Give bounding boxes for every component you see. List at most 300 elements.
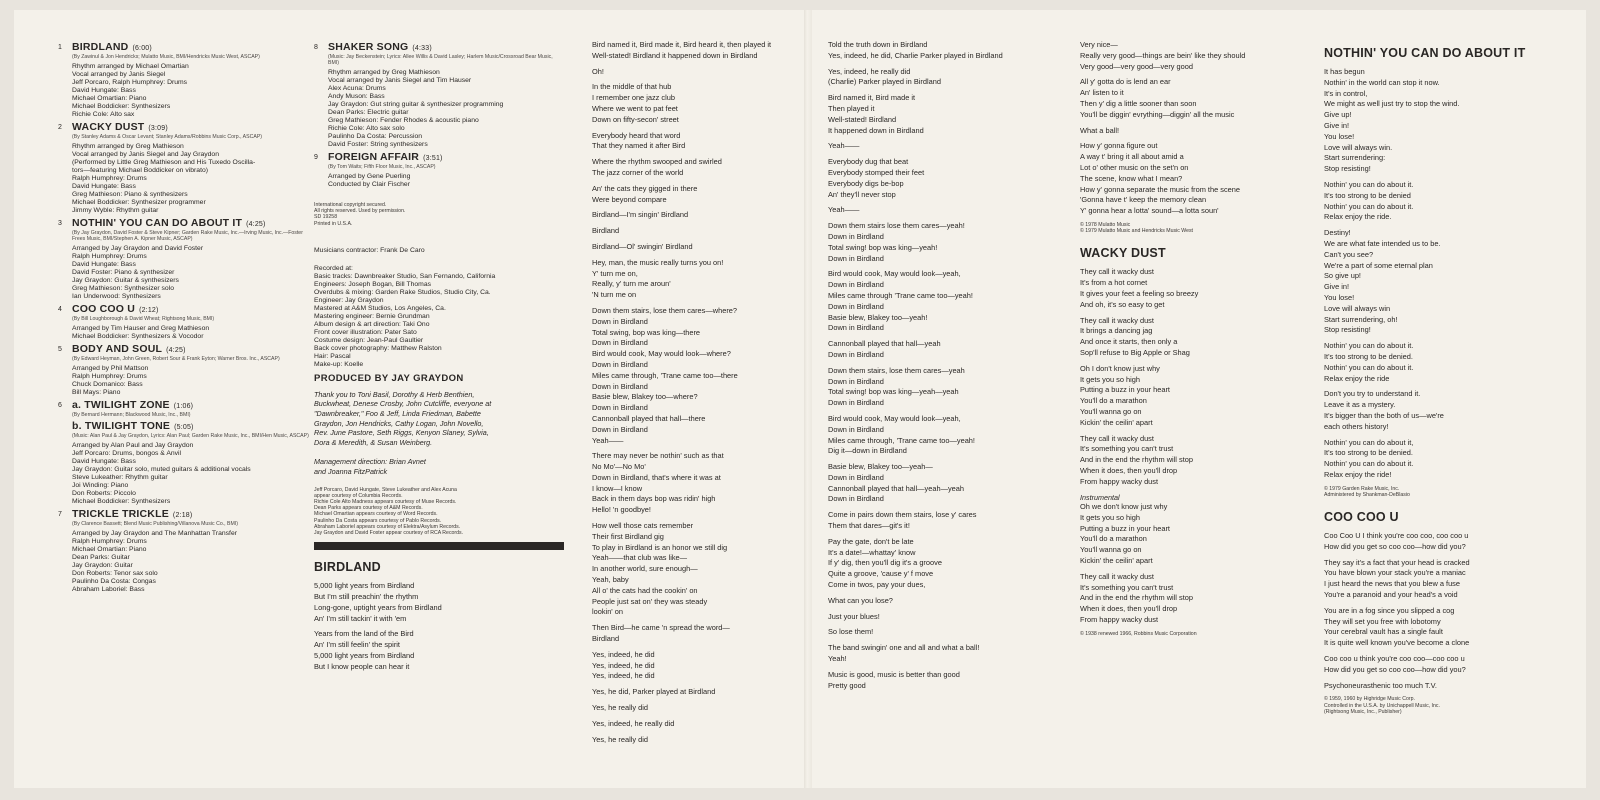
lyric-line: Down in Birdland [828, 231, 884, 241]
lyric-line: (Charlie) Parker played in Birdland [828, 77, 941, 87]
track-title-text: b. TWILIGHT TONE [72, 420, 171, 432]
lyric-line: Down in Birdland [828, 253, 884, 263]
lyric-stanza [592, 131, 807, 153]
track-title [72, 421, 310, 433]
lyric-line: Then y' dig a little sooner than soon [1080, 98, 1197, 108]
lyric-stanza [314, 581, 564, 624]
liner-notes-spread [14, 10, 1586, 788]
lyric-stanza [828, 141, 1066, 152]
track-time: (5:05) [174, 424, 194, 431]
lyric-stanza [592, 67, 807, 78]
lyric-line: Down in Birdland [828, 376, 884, 386]
nothin-heading: NOTHIN' YOU CAN DO ABOUT IT [1324, 46, 1526, 60]
recording-line: Recorded at: [314, 264, 353, 272]
divider-bar [314, 542, 564, 550]
track-number: 4 [58, 306, 62, 313]
track-time: (4:25) [246, 221, 266, 228]
credit-line: Arranged by Jay Graydon and David Foster [72, 245, 204, 252]
track-title [72, 42, 310, 54]
lyric-line: Give in! [1324, 282, 1350, 292]
track-title-text: COO COO U [72, 303, 136, 315]
lyric-line: Very nice— [1080, 40, 1118, 49]
copyright-line: © 1979 Garden Rake Music, Inc. [1324, 485, 1400, 492]
lyric-line: A way t' bring it all about amid a [1080, 152, 1184, 162]
recording-line: Engineers: Joseph Bogan, Bill Thomas [314, 280, 432, 288]
credit-line: Michael Boddicker: Synthesizers [72, 103, 171, 110]
copyright-line: Administered by Shankman-DeBlasio [1324, 491, 1410, 498]
lyric-line: Your cerebral vault has a single fault [1324, 627, 1443, 637]
lyric-line: each others history! [1324, 421, 1389, 431]
birdland-copyright [1080, 222, 1312, 234]
lyric-stanza [828, 366, 1066, 409]
lyric-line: Down in Birdland [828, 301, 884, 311]
lyric-line: Love will always win. [1324, 142, 1393, 152]
lyric-line: That they named it after Bird [592, 141, 686, 151]
lyric-line: We're a part of some eternal plan [1324, 260, 1433, 270]
birdland-lyrics-cont [592, 40, 807, 750]
lyric-line: How y' gonna separate the music from the scene [1080, 184, 1240, 194]
birdland-lyrics-start [314, 581, 564, 672]
label-courtesy [314, 487, 564, 537]
courtesy-line: Jay Graydon and David Foster appear courtesy of RCA Records. [314, 529, 464, 536]
lyric-line: Give in! [1324, 120, 1350, 130]
lyric-line: 5,000 light years from Birdland [314, 581, 415, 591]
lyric-line: Oh! [592, 66, 604, 76]
credit-line: Ralph Humphrey: Drums [72, 373, 147, 380]
lyric-line: Nothin' you can do about it, [1324, 437, 1414, 447]
lyric-line: Everybody digs be-bop [828, 178, 904, 188]
lyric-line: Were beyond compare [592, 194, 667, 204]
lyric-line: But I'm still preachin' the rhythm [314, 591, 419, 601]
lyric-line: It's something you can't trust [1080, 582, 1174, 592]
lyric-stanza [592, 703, 807, 714]
lyric-line: Come in twos, pay your dues, [828, 580, 926, 590]
lyric-stanza [592, 735, 807, 746]
lyric-line: Relax enjoy the ride! [1324, 469, 1392, 479]
lyric-line: Leave it as a mystery. [1324, 400, 1396, 410]
copyright-line: © 1978 Mulatto Music [1080, 221, 1131, 228]
credit-line: Conducted by Clair Fischer [328, 181, 410, 188]
lyric-stanza [592, 226, 807, 237]
coo-coo-u-copyright [1324, 696, 1564, 715]
lyric-stanza [592, 650, 807, 682]
track-rights: (By Bill Loughborough & David Wheat; Rightsong Music, BMI) [72, 316, 215, 322]
lyric-line: When it does, then you'll drop [1080, 465, 1178, 475]
thanks-line: Buckwheat, Denese Crosby, John Cutcliffe, everyone at [314, 399, 492, 409]
credit-line: Paulinho Da Costa: Percussion [328, 133, 423, 140]
lyric-stanza [828, 67, 1066, 89]
track-title-text: BODY AND SOUL [72, 343, 163, 355]
lyric-line: They call it wacky dust [1080, 433, 1154, 443]
credit-line: Arranged by Phil Mattson [72, 365, 149, 372]
lyric-stanza [828, 269, 1066, 334]
track-rights: (By Clarence Bassett; Blend Music Publishing/Villanova Music Co., BMI) [72, 521, 238, 527]
track-credit [314, 152, 564, 189]
legal-line: All rights reserved. Used by permission. [314, 208, 406, 215]
credit-line: Richie Cole: Alto sax [72, 111, 135, 118]
lyric-stanza [1080, 126, 1312, 137]
track-number: 9 [314, 154, 318, 161]
lyric-stanza [828, 627, 1066, 638]
lyric-line: It has begun [1324, 67, 1365, 76]
legal-line: International copyright secured. [314, 202, 387, 208]
track-credit [58, 509, 310, 594]
lyric-line: Down in Birdland [592, 424, 648, 434]
lyric-line: Years from the land of the Bird [314, 629, 414, 639]
lyric-line: An' listen to it [1080, 88, 1124, 98]
track-rights: (By Stanley Adams & Oscar Levant; Stanley Adams/Robbins Music Corp., ASCAP) [72, 134, 263, 140]
lyric-line: Yeah—— [592, 435, 624, 445]
lyric-line: 'N turn me on [592, 290, 637, 300]
lyric-line: Relax enjoy the ride [1324, 373, 1390, 383]
lyric-line: Nothin' you can do about it. [1324, 341, 1414, 351]
lyric-line: It happened down in Birdland [828, 125, 924, 135]
lyric-stanza [1324, 180, 1564, 223]
credit-line: Don Roberts: Tenor sax solo [72, 570, 158, 577]
track-number: 1 [58, 44, 62, 51]
thanks-line: Rev. June Pastore, Seth Riggs, Kenyon Slaney, Sylvia, [314, 428, 489, 438]
lyric-line: Everybody heard that word [592, 130, 681, 140]
lyric-line: But I know people can hear it [314, 661, 410, 671]
lyric-line: You lose! [1324, 292, 1355, 302]
lyric-line: Oh we don't know just why [1080, 502, 1168, 512]
courtesy-line: Michael Omartian appears courtesy of Word Records. [314, 511, 438, 518]
track-number: 6 [58, 402, 62, 409]
lyric-stanza [828, 537, 1066, 591]
lyric-line: They call it wacky dust [1080, 315, 1154, 325]
lyric-line: Miles came through, 'Trane came too—there [592, 370, 738, 380]
credit-line: (Performed by Little Greg Mathieson and His Tuxedo Oscilla- [72, 159, 256, 166]
lyric-stanza [314, 629, 564, 672]
lyric-line: Basie blew, Blakey too—yeah! [828, 312, 928, 322]
production-credits-column [314, 42, 564, 678]
track-title [72, 344, 310, 356]
credit-line: Jay Graydon: Gut string guitar & synthesizer programming [328, 101, 504, 108]
lyric-line: Relax enjoy the ride. [1324, 212, 1392, 222]
lyric-line: Down in Birdland [828, 494, 884, 504]
lyric-line: Pretty good [828, 680, 866, 690]
legal-line: SD 19258 [314, 214, 338, 221]
track-rights: (By Tom Waits; Fifth Floor Music, Inc., ASCAP) [328, 164, 436, 170]
credit-line: Greg Mathieson: Piano & synthesizers [72, 191, 188, 198]
lyric-line: Destiny! [1324, 228, 1351, 238]
lyric-line: You are in a fog since you slipped a cog [1324, 605, 1455, 615]
wacky-dust-copyright: © 1938 renewed 1966, Robbins Music Corporation [1080, 630, 1197, 637]
lyric-stanza [592, 451, 807, 516]
track-credit [58, 42, 310, 119]
credit-line: David Foster: String synthesizers [328, 141, 428, 148]
lyric-line: It's something you can't trust [1080, 444, 1174, 454]
lyric-line: So lose them! [828, 627, 874, 637]
lyric-line: Birdland—Ol' swingin' Birdland [592, 241, 693, 251]
lyric-line: Then Bird—he came 'n spread the word— [592, 623, 730, 633]
track-credit [58, 400, 310, 418]
lyric-stanza [828, 205, 1066, 216]
lyric-line: The scene, know what I mean? [1080, 173, 1183, 183]
lyric-line: I just heard the news that you blew a fuse [1324, 579, 1460, 589]
lyric-line: It's a date!—whattay' know [828, 547, 916, 557]
track-number: 5 [58, 346, 62, 353]
track-title [72, 400, 310, 412]
recording-line: Mastered at A&M Studios, Los Angeles, Ca. [314, 304, 446, 312]
lyric-line: Start surrendering: [1324, 153, 1386, 163]
track-number: 8 [314, 44, 318, 51]
track-time: (2:18) [172, 512, 193, 519]
lyric-stanza [1080, 141, 1312, 217]
lyric-line: Then played it [828, 103, 875, 113]
lyric-line: No Mo'—No Mo' [592, 462, 646, 472]
lyric-line: What a ball! [1080, 125, 1120, 135]
credit-line: Ian Underwood: Synthesizers [72, 293, 161, 300]
track-title-text: a. TWILIGHT ZONE [72, 399, 170, 411]
credit-line: Alex Acuna: Drums [328, 85, 386, 92]
lyric-line: It's bigger than the both of us—we're [1324, 410, 1444, 420]
birdland-lyrics-end [828, 40, 1066, 696]
thanks-line: "Dawnbreaker," Foo & Jeff, Linda Friedman, Babette [314, 409, 481, 418]
credit-line: David Hungate: Bass [72, 183, 136, 190]
recording-line: Hair: Pascal [314, 352, 351, 360]
recording-line: Make-up: Koelle [314, 360, 364, 368]
lyric-line: Coo Coo U I think you're coo coo, coo coo u [1324, 531, 1469, 541]
lyric-stanza [1080, 572, 1312, 626]
legal-notice [314, 202, 564, 227]
track-credit [58, 421, 310, 506]
credit-line: Jay Graydon: Guitar & synthesizers [72, 277, 179, 284]
lyric-line: Coo coo u think you're coo coo—coo coo u [1324, 654, 1465, 664]
credit-line: Ralph Humphrey: Drums [72, 253, 147, 260]
courtesy-line: Abraham Laboriel appears courtesy of Elektra/Asylum Records. [314, 523, 461, 530]
credit-line: David Hungate: Bass [72, 87, 136, 94]
birdland-heading: BIRDLAND [314, 560, 381, 575]
lyric-line: And once it starts, then only a [1080, 337, 1178, 347]
lyric-line: Stop resisting! [1324, 164, 1371, 174]
credit-line: Bill Mays: Piano [72, 389, 121, 396]
lyric-stanza [1324, 606, 1564, 649]
lyric-line: 'Gonna have t' keep the memory clean [1080, 195, 1207, 205]
wacky-dust-heading: WACKY DUST [1080, 246, 1166, 261]
lyric-line: I know—I know [592, 483, 643, 493]
credit-line: Richie Cole: Alto sax solo [328, 125, 405, 132]
lyric-line: Long-gone, uptight years from Birdland [314, 602, 442, 612]
track-title [72, 509, 310, 521]
lyric-line: Down in Birdland [828, 323, 884, 333]
credit-line: Greg Mathieson: Fender Rhodes & acoustic piano [328, 117, 479, 124]
lyric-stanza [592, 258, 807, 301]
lyric-line: The band swingin' one and all and what a ball! [828, 643, 980, 653]
lyric-line: Really very good—things are bein' like they should [1080, 50, 1246, 60]
credit-line: Joi Winding: Piano [72, 482, 129, 489]
credit-line: Ralph Humphrey: Drums [72, 175, 147, 182]
lyric-line: Down in Birdland [592, 316, 648, 326]
lyric-line: Yes, indeed, he did [592, 671, 655, 681]
lyric-line: Down in Birdland, that's where it was at [592, 472, 721, 482]
management-line: Management direction: Brian Avnet [314, 457, 426, 467]
lyric-line: Yes, he really did [592, 703, 649, 713]
lyric-stanza [1080, 316, 1312, 359]
lyric-line: Just your blues! [828, 611, 880, 621]
track-time: (4:33) [412, 45, 432, 52]
recording-credits [314, 265, 564, 369]
lyric-line: In the middle of that hub [592, 82, 672, 92]
lyric-stanza [1324, 531, 1564, 553]
lyric-line: Dig it—down in Birdland [828, 446, 907, 456]
lyric-stanza [828, 339, 1066, 361]
lyric-line: An' the cats they gigged in there [592, 183, 698, 193]
track-time: (3:51) [423, 155, 443, 162]
recording-line: Front cover illustration: Pater Sato [314, 328, 417, 336]
management-line: and Joanna FitzPatrick [314, 466, 388, 476]
lyric-line: lookin' on [592, 607, 623, 617]
track-rights: (Music: Jay Beckenstein; Lyrics: Allee Willis & David Lasley; Harlem Music/Crossroad Bear Music, BMI) [328, 54, 553, 66]
credit-line: Vocal arranged by Janis Siegel and Tim Hauser [328, 77, 472, 84]
credit-line: Dean Parks: Electric guitar [328, 109, 409, 116]
track-rights: (By Bernard Hermann; Blackwood Music, Inc., BMI) [72, 412, 191, 418]
lyric-line: Can't you see? [1324, 249, 1374, 259]
lyric-line: We are what fate intended us to be. [1324, 238, 1441, 248]
lyric-line: How y' gonna figure out [1080, 141, 1158, 151]
lyric-stanza [1080, 77, 1312, 120]
lyric-stanza [1324, 67, 1564, 175]
recording-line: Mastering engineer: Bernie Grundman [314, 312, 430, 320]
lyric-stanza [592, 242, 807, 253]
lyric-line: Yeah——that club was like— [592, 553, 688, 563]
lyric-line: Down them stairs, lose them cares—where? [592, 305, 737, 315]
credit-line: Jeff Porcaro, Ralph Humphrey: Drums [72, 79, 188, 86]
credit-line: Don Roberts: Piccolo [72, 490, 136, 497]
lyrics-column-6 [1324, 44, 1564, 715]
lyric-stanza [1080, 40, 1312, 72]
track-title-text: BIRDLAND [72, 41, 129, 53]
lyric-line: Y' turn me on, [592, 268, 638, 278]
lyric-stanza [592, 687, 807, 698]
lyric-line: Their first Birdland gig [592, 531, 664, 541]
thanks-line: Dora & Meredith, & Susan Weinberg. [314, 437, 433, 447]
lyric-line: Bird named it, Bird made it [828, 93, 916, 103]
lyric-line: You have blown your stack you're a maniac [1324, 568, 1466, 578]
lyric-stanza [828, 157, 1066, 200]
lyric-line: Everybody stomped their feet [828, 167, 925, 177]
lyric-line: An' I'm still tackin' it with 'em [314, 613, 407, 623]
lyric-stanza [1324, 681, 1564, 692]
lyric-line: Down in Birdland [828, 398, 884, 408]
lyric-line: The jazz corner of the world [592, 167, 684, 177]
lyric-line: Yeah! [828, 654, 847, 664]
lyric-line: And in the end the rhythm will stop [1080, 455, 1193, 465]
lyric-line: Bird would cook, May would look—yeah, [828, 413, 961, 423]
track-credit [314, 42, 564, 149]
lyric-line: Birdland [592, 226, 620, 236]
lyric-line: It gets you so high [1080, 512, 1140, 522]
lyric-stanza [1324, 558, 1564, 601]
lyric-line: How did you get so coo coo—how did you? [1324, 664, 1466, 674]
track-rights: (Music: Alan Paul & Jay Graydon, Lyrics: Alan Paul; Garden Rake Music, Inc., BMI/Hen Music, ASCAP) [72, 433, 309, 439]
copyright-line: Controlled in the U.S.A. by Unichappell Music, Inc. [1324, 702, 1440, 709]
track-title [328, 42, 564, 54]
lyric-line: Them that dares—git's it! [828, 521, 910, 531]
lyric-stanza [828, 414, 1066, 457]
lyric-line: It's too strong to be denied. [1324, 351, 1413, 361]
track-credit [58, 122, 310, 215]
lyric-line: Down in Birdland [828, 280, 884, 290]
credit-line: Michael Boddicker: Synthesizers & Vocodor [72, 333, 204, 340]
lyric-line: Putting a buzz in your heart [1080, 385, 1170, 395]
lyric-line: You'll be diggin' evrything—diggin' all the music [1080, 109, 1235, 119]
credit-line: Arranged by Alan Paul and Jay Graydon [72, 442, 194, 449]
lyric-line: Nothin' in the world can stop it now. [1324, 77, 1440, 87]
credit-line: Steve Lukeather: Rhythm guitar [72, 474, 168, 481]
lyric-line: Yeah, baby [592, 575, 629, 585]
lyric-line: You lose! [1324, 131, 1355, 141]
lyric-line: Miles came through, 'Trane came too—yeah! [828, 435, 975, 445]
lyric-line: They say it's a fact that your head is cracked [1324, 557, 1470, 567]
nothin-copyright [1324, 486, 1564, 498]
lyric-line: All o' the cats had the cookin' on [592, 585, 698, 595]
track-number: 2 [58, 124, 62, 131]
lyric-line: Quite a groove, 'cause y' f move [828, 569, 934, 579]
thanks-line: Graydon, Jon Hendricks, Cathy Logan, John Novello, [314, 418, 484, 428]
lyric-stanza [592, 623, 807, 645]
recording-line: Album design & art direction: Taki Ono [314, 320, 430, 328]
lyric-stanza [828, 596, 1066, 607]
recording-line: Overdubs & mixing: Garden Rake Studios, Studio City, Ca. [314, 288, 491, 296]
lyric-stanza [828, 643, 1066, 665]
lyric-line: Total swing! bop was king—yeah—yeah [828, 387, 959, 397]
copyright-line: © 1979 Mulatto Music and Hendricks Music West [1080, 228, 1193, 235]
lyric-line: And oh, it's so easy to get [1080, 299, 1165, 309]
lyric-line: Bird would cook, May would look—where? [592, 349, 731, 359]
lyric-line: Down in Birdland [828, 472, 884, 482]
lyric-line: Cannonball played that hall—yeah—yeah [828, 483, 964, 493]
credit-line: Rhythm arranged by Michael Omartian [72, 63, 189, 70]
lyric-line: In another world, sure enough— [592, 564, 698, 574]
credit-line: Paulinho Da Costa: Congas [72, 578, 156, 585]
lyric-stanza [592, 521, 807, 618]
lyric-stanza [1080, 502, 1312, 567]
lyric-stanza [592, 306, 807, 446]
lyric-stanza [592, 184, 807, 206]
lyric-line: Basie blew, Blakey too—yeah— [828, 462, 933, 472]
lyric-line: Well-stated! Birdland it happened down in Birdland [592, 50, 758, 60]
lyric-line: Y' gonna hear a lotta' sound—a lotta soun' [1080, 206, 1219, 216]
lyric-line: Where we went to pat feet [592, 103, 678, 113]
lyric-line: Stop resisting! [1324, 325, 1371, 335]
lyric-line: Told the truth down in Birdland [828, 40, 928, 49]
lyric-line: What can you lose? [828, 595, 893, 605]
track-title [72, 122, 310, 134]
lyric-line: Don't you try to understand it. [1324, 389, 1421, 399]
track-title [328, 152, 564, 164]
track-number: 3 [58, 220, 62, 227]
credit-line: Andy Muson: Bass [328, 93, 385, 100]
lyric-stanza [592, 210, 807, 221]
lyric-line: An' they'll never stop [828, 189, 896, 199]
lyric-line: 5,000 light years from Birdland [314, 650, 415, 660]
lyric-line: All y' gotta do is lend an ear [1080, 77, 1171, 87]
recording-line: Costume design: Jean-Paul Gaultier [314, 336, 424, 344]
credit-line: Vocal arranged by Janis Siegel and Jay Graydon [72, 151, 219, 158]
lyric-line: I remember one jazz club [592, 93, 675, 103]
lyric-line: Down in Birdland [592, 381, 648, 391]
lyric-stanza [828, 612, 1066, 623]
lyric-stanza [1324, 654, 1564, 676]
lyric-stanza [1324, 389, 1564, 432]
credit-line: Michael Omartian: Piano [72, 546, 147, 553]
courtesy-line: appear courtesy of Columbia Records. [314, 492, 403, 499]
credit-line: David Hungate: Bass [72, 458, 136, 465]
lyric-line: Nothin' you can do about it. [1324, 459, 1414, 469]
lyrics-column-5 [1080, 40, 1312, 637]
courtesy-line: Richie Cole Alto Madness appears courtesy of Muse Records. [314, 498, 457, 505]
